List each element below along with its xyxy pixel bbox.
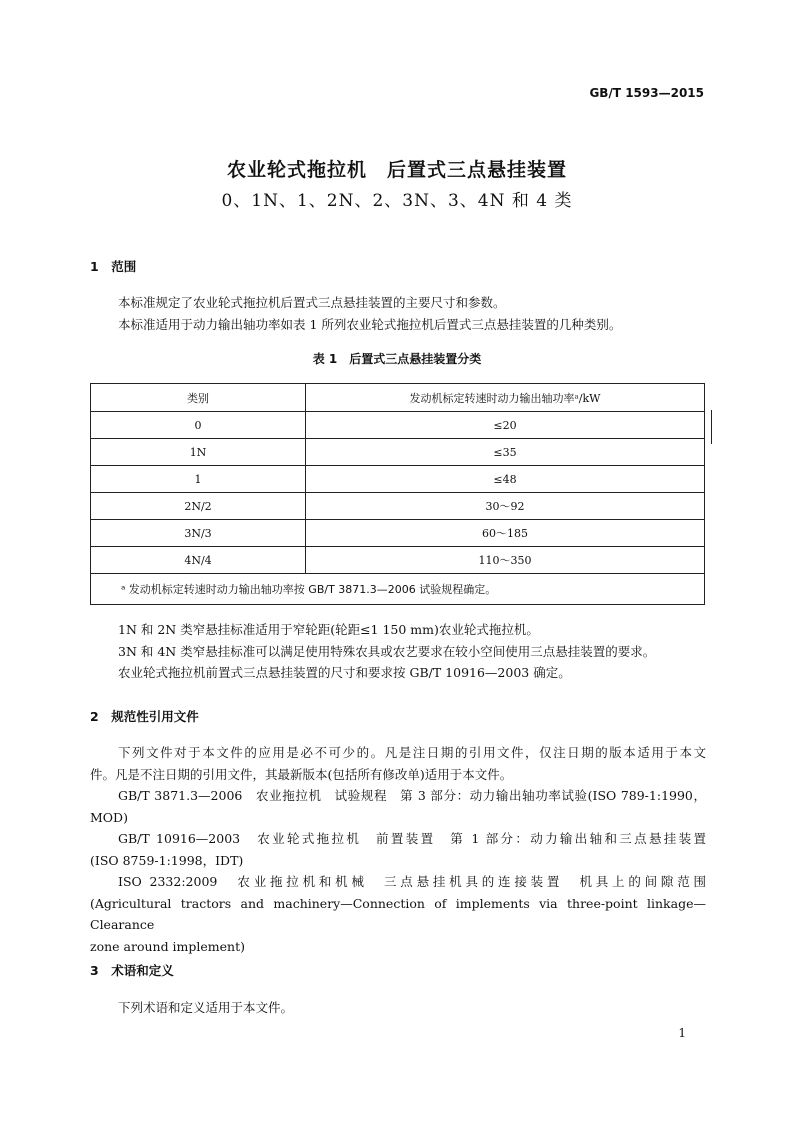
note-paragraph-3: 农业轮式拖拉机前置式三点悬挂装置的尺寸和要求按 GB/T 10916—2003 确定。 [118,665,571,680]
page-number: 1 [678,1026,686,1040]
document-title-line1: 农业轮式拖拉机 后置式三点悬挂装置 [226,159,567,181]
table-row [91,493,705,520]
reference-2-line1: GB/T 10916—2003 农业轮式拖拉机 前置装置 第 1 部分：动力输出轴和三点悬挂装置 [118,831,706,846]
document-title-line2: 0、1N、1、2N、2、3N、3、4N 和 4 类 [221,191,573,211]
note-paragraph-1: 1N 和 2N 类窄悬挂标准适用于窄轮距(轮距≤1 150 mm)农业轮式拖拉机。 [118,622,539,637]
table-header-row [91,384,705,412]
category-cell: 1N [91,439,306,466]
table-row [91,547,705,574]
after-table-notes [90,619,706,684]
power-cell: ≤35 [306,439,705,466]
section-1-heading: 1 范围 [90,259,137,274]
section-3-heading: 3 术语和定义 [90,963,174,978]
category-cell: 0 [91,412,306,439]
reference-3-line3: zone around implement) [90,938,246,954]
normative-intro-line2: 件。凡是不注日期的引用文件，其最新版本(包括所有修改单)适用于本文件。 [90,766,513,782]
power-cell: 110～350 [306,547,705,574]
table-row [91,439,705,466]
category-cell: 3N/3 [91,520,306,547]
header-category: 类别 [91,384,306,412]
scope-paragraph-2: 本标准适用于动力输出轴功率如表 1 所列农业轮式拖拉机后置式三点悬挂装置的几种类别。 [118,316,622,332]
normative-intro-line1: 下列文件对于本文件的应用是必不可少的。凡是注日期的引用文件，仅注日期的版本适用于本文 [118,745,706,760]
scope-paragraph-1: 本标准规定了农业轮式拖拉机后置式三点悬挂装置的主要尺寸和参数。 [118,295,506,310]
power-cell: ≤20 [306,412,705,439]
header-power: 发动机标定转速时动力输出轴功率ᵃ/kW [306,384,705,412]
power-cell: 60～185 [306,520,705,547]
category-cell: 1 [91,466,306,493]
category-cell: 4N/4 [91,547,306,574]
section-1-body [90,292,706,335]
section-3-body [90,997,706,1019]
table-footnote: ᵃ 发动机标定转速时动力输出轴功率按 GB/T 3871.3—2006 试验规程确定。 [91,574,705,605]
table-footnote-row [91,574,705,605]
note-paragraph-2: 3N 和 4N 类窄悬挂标准可以满足使用特殊农具或农艺要求在较小空间使用三点悬挂装置的要求。 [118,643,656,659]
table-caption: 表 1 后置式三点悬挂装置分类 [312,352,482,366]
power-cell: 30～92 [306,493,705,520]
section-2-body [90,742,706,957]
reference-1-line2: MOD) [90,809,128,825]
standard-code: GB/T 1593—2015 [589,86,704,100]
reference-1-line1: GB/T 3871.3—2006 农业拖拉机 试验规程 第 3 部分：动力输出轴功率试验(ISO 789-1:1990， [118,788,706,803]
table-row [91,466,705,493]
reference-3-line2: (Agricultural tractors and machinery—Connection of implements via three-point linkage—Clearance [90,895,706,932]
classification-table [90,383,705,605]
category-cell: 2N/2 [91,493,306,520]
section-2-heading: 2 规范性引用文件 [90,709,199,724]
power-cell: ≤48 [306,466,705,493]
margin-bar [711,410,712,444]
reference-3-line1: ISO 2332:2009 农业拖拉机和机械 三点悬挂机具的连接装置 机具上的间隙范围 [118,874,706,889]
reference-2-line2: (ISO 8759-1:1998，IDT) [90,852,244,868]
table-row [91,520,705,547]
table-row [91,412,705,439]
terms-paragraph: 下列术语和定义适用于本文件。 [118,1000,294,1015]
